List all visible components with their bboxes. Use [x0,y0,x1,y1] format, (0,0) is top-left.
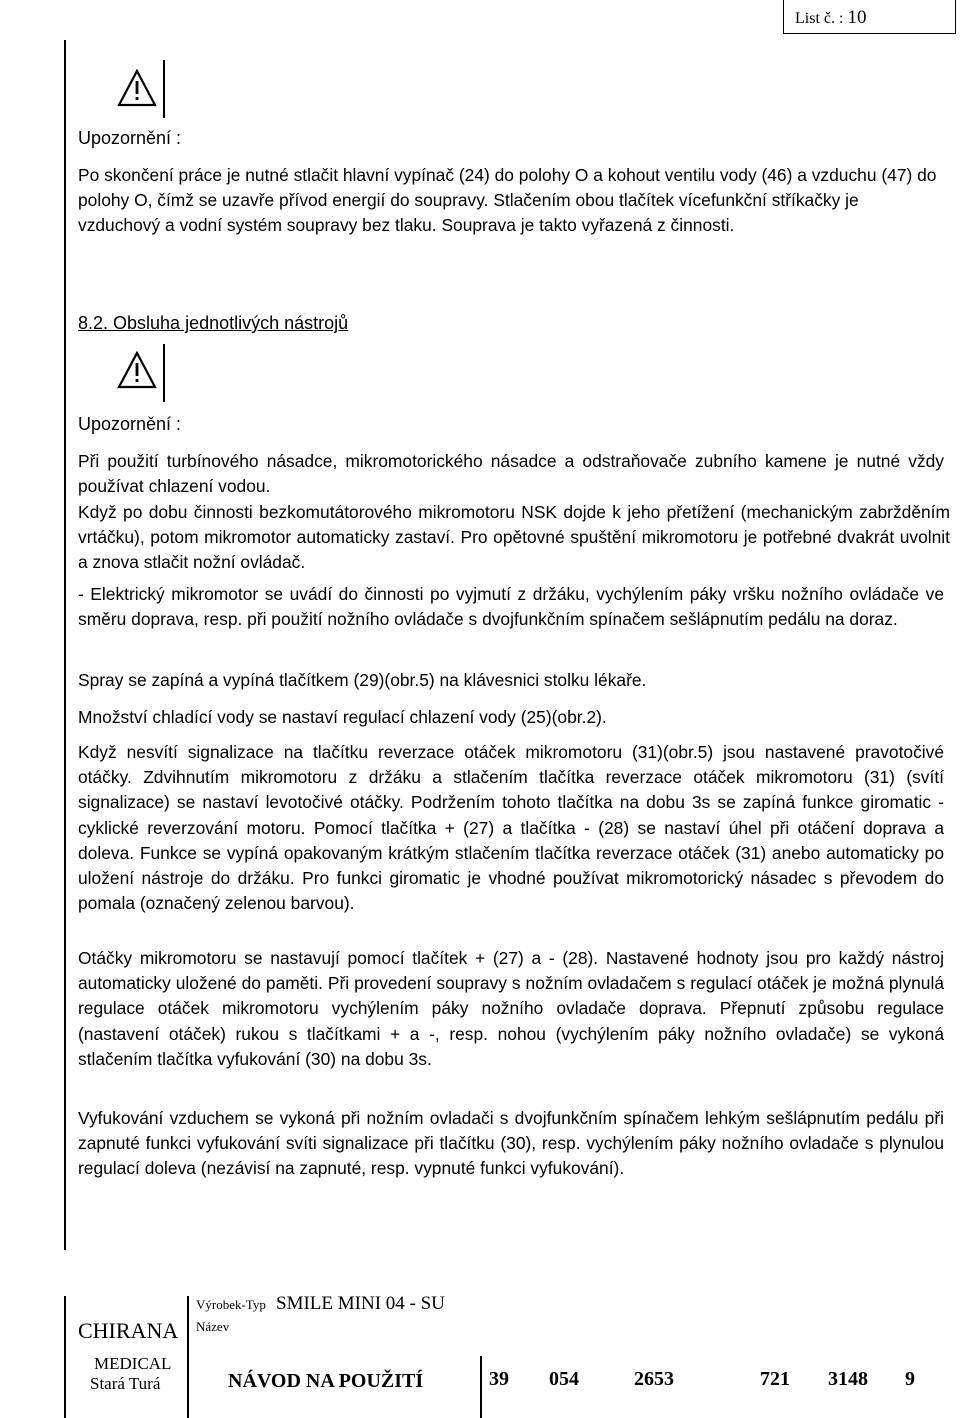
document-code: 721 [760,1368,790,1390]
name-label: Název [196,1319,230,1334]
footer-divider [187,1296,189,1418]
section-title: 8.2. Obsluha jednotlivých nástrojů [78,313,349,333]
warning-title: Upozornění : [78,414,182,434]
body-paragraph: Spray se zapíná a vypíná tlačítkem (29)(obr.5) na klávesnici stolku lékaře. [78,670,647,690]
document-code: 2653 [634,1368,674,1390]
body-paragraph: Když nesvítí signalizace na tlačítku reverzace otáček mikromotoru (31)(obr.5) jsou nastavené pravotočivé otáčky. Zdvihnutím mikromotoru z držáku a stlačením tlačítka reverzace otáček mikromotoru (31) (svítí signalizace) se nastaví levotočivé otáčky. Podržením tohoto tlačítka na dobu 3s se zapíná funkce giromatic - cyklické reverzování motoru. Pomocí tlačítka + (27) a tlačítka - (28) se nastaví úhel při otáčení doprava a doleva. Funkce se vypíná opakovaným krátkým stlačením tlačítka reverzace otáček (31) anebo automaticky po uložení nástroje do držáku. Pro funkci giromatic je vhodné používat mikromotorický násadec s převodem do pomala (označený zelenou barvou). [78,742,944,914]
footer-divider [480,1356,482,1418]
body-paragraph: Vyfukování vzduchem se vykoná při nožním ovladači s dvojfunkčním spínačem lehkým sešlápnutím pedálu při zapnuté funkci vyfukování svíti signalizace při tlačítku (30), resp. vychýlením páky nožního ovladače s plynulou regulací doleva (nezávisí na zapnuté, resp. vypnuté funkci vyfukování). [78,1108,944,1179]
document-code: 39 [489,1368,509,1390]
warning-divider [163,60,165,118]
product-name: SMILE MINI 04 - SU [276,1293,445,1314]
left-border-line [64,40,66,1250]
page-number-label [783,0,956,34]
page-number: 10 [847,7,867,28]
company-line: MEDICAL [94,1354,172,1373]
warning-title: Upozornění : [78,128,182,148]
document-code: 9 [905,1368,915,1390]
warning-text: Při použití turbínového násadce, mikromotorického násadce a odstraňovače zubního kamene je nutné vždy používat chlazení vodou. [78,451,944,497]
warning-divider [163,344,165,402]
body-paragraph: Množství chladící vody se nastaví regulací chlazení vody (25)(obr.2). [78,707,607,727]
footer-border [64,1296,66,1418]
body-paragraph: Otáčky mikromotoru se nastavují pomocí tlačítek + (27) a - (28). Nastavené hodnoty jsou pro každý nástroj automaticky uložené do paměti. Při provedení soupravy s nožním ovladačem s regulací otáček je možná plynulá regulace otáček mikromotoru vychýlením páky nožního ovladače doprava. Přepnutí způsobu regulace (nastavení otáček) rukou s tlačítkami + a -, resp. nohou (vychýlením páky nožního ovladače) se vykoná stlačením tlačítka vyfukování (30) na dobu 3s. [78,948,944,1069]
document-code: 3148 [828,1368,868,1390]
page-label-text: List č. : [795,10,844,27]
body-paragraph: - Elektrický mikromotor se uvádí do činnosti po vyjmutí z držáku, vychýlením páky vršku nožního ovládače ve směru doprava, resp. při použití nožního ovládače s dvojfunkčním spínačem sešlápnutím pedálu na doraz. [78,584,944,630]
warning-triangle-icon [116,68,158,108]
warning-triangle-icon [116,350,158,390]
company-city: Stará Turá [90,1374,161,1393]
document-title: NÁVOD NA POUŽITÍ [228,1370,424,1392]
warning-text: Po skončení práce je nutné stlačit hlavní vypínač (24) do polohy O a kohout ventilu vody (46) a vzduchu (47) do polohy O, čímž se uzavře přívod energií do soupravy. Stlačením obou tlačítek vícefunkční stříkačky je vzduchový a vodní systém soupravy bez tlaku. Souprava je takto vyřazená z činnosti. [78,165,937,236]
warning-text: Když po dobu činnosti bezkomutátorového mikromotoru NSK dojde k jeho přetížení (mechanickým zabržděním vrtáčku), potom mikromotor automaticky zastaví. Pro opětovné spuštění mikromotoru je potřebné dvakrát uvolnit a znova stlačit nožní ovládač. [78,502,950,573]
document-code: 054 [549,1368,579,1390]
company-name: CHIRANA [78,1318,179,1343]
product-label: Výrobek-Typ [196,1297,266,1312]
